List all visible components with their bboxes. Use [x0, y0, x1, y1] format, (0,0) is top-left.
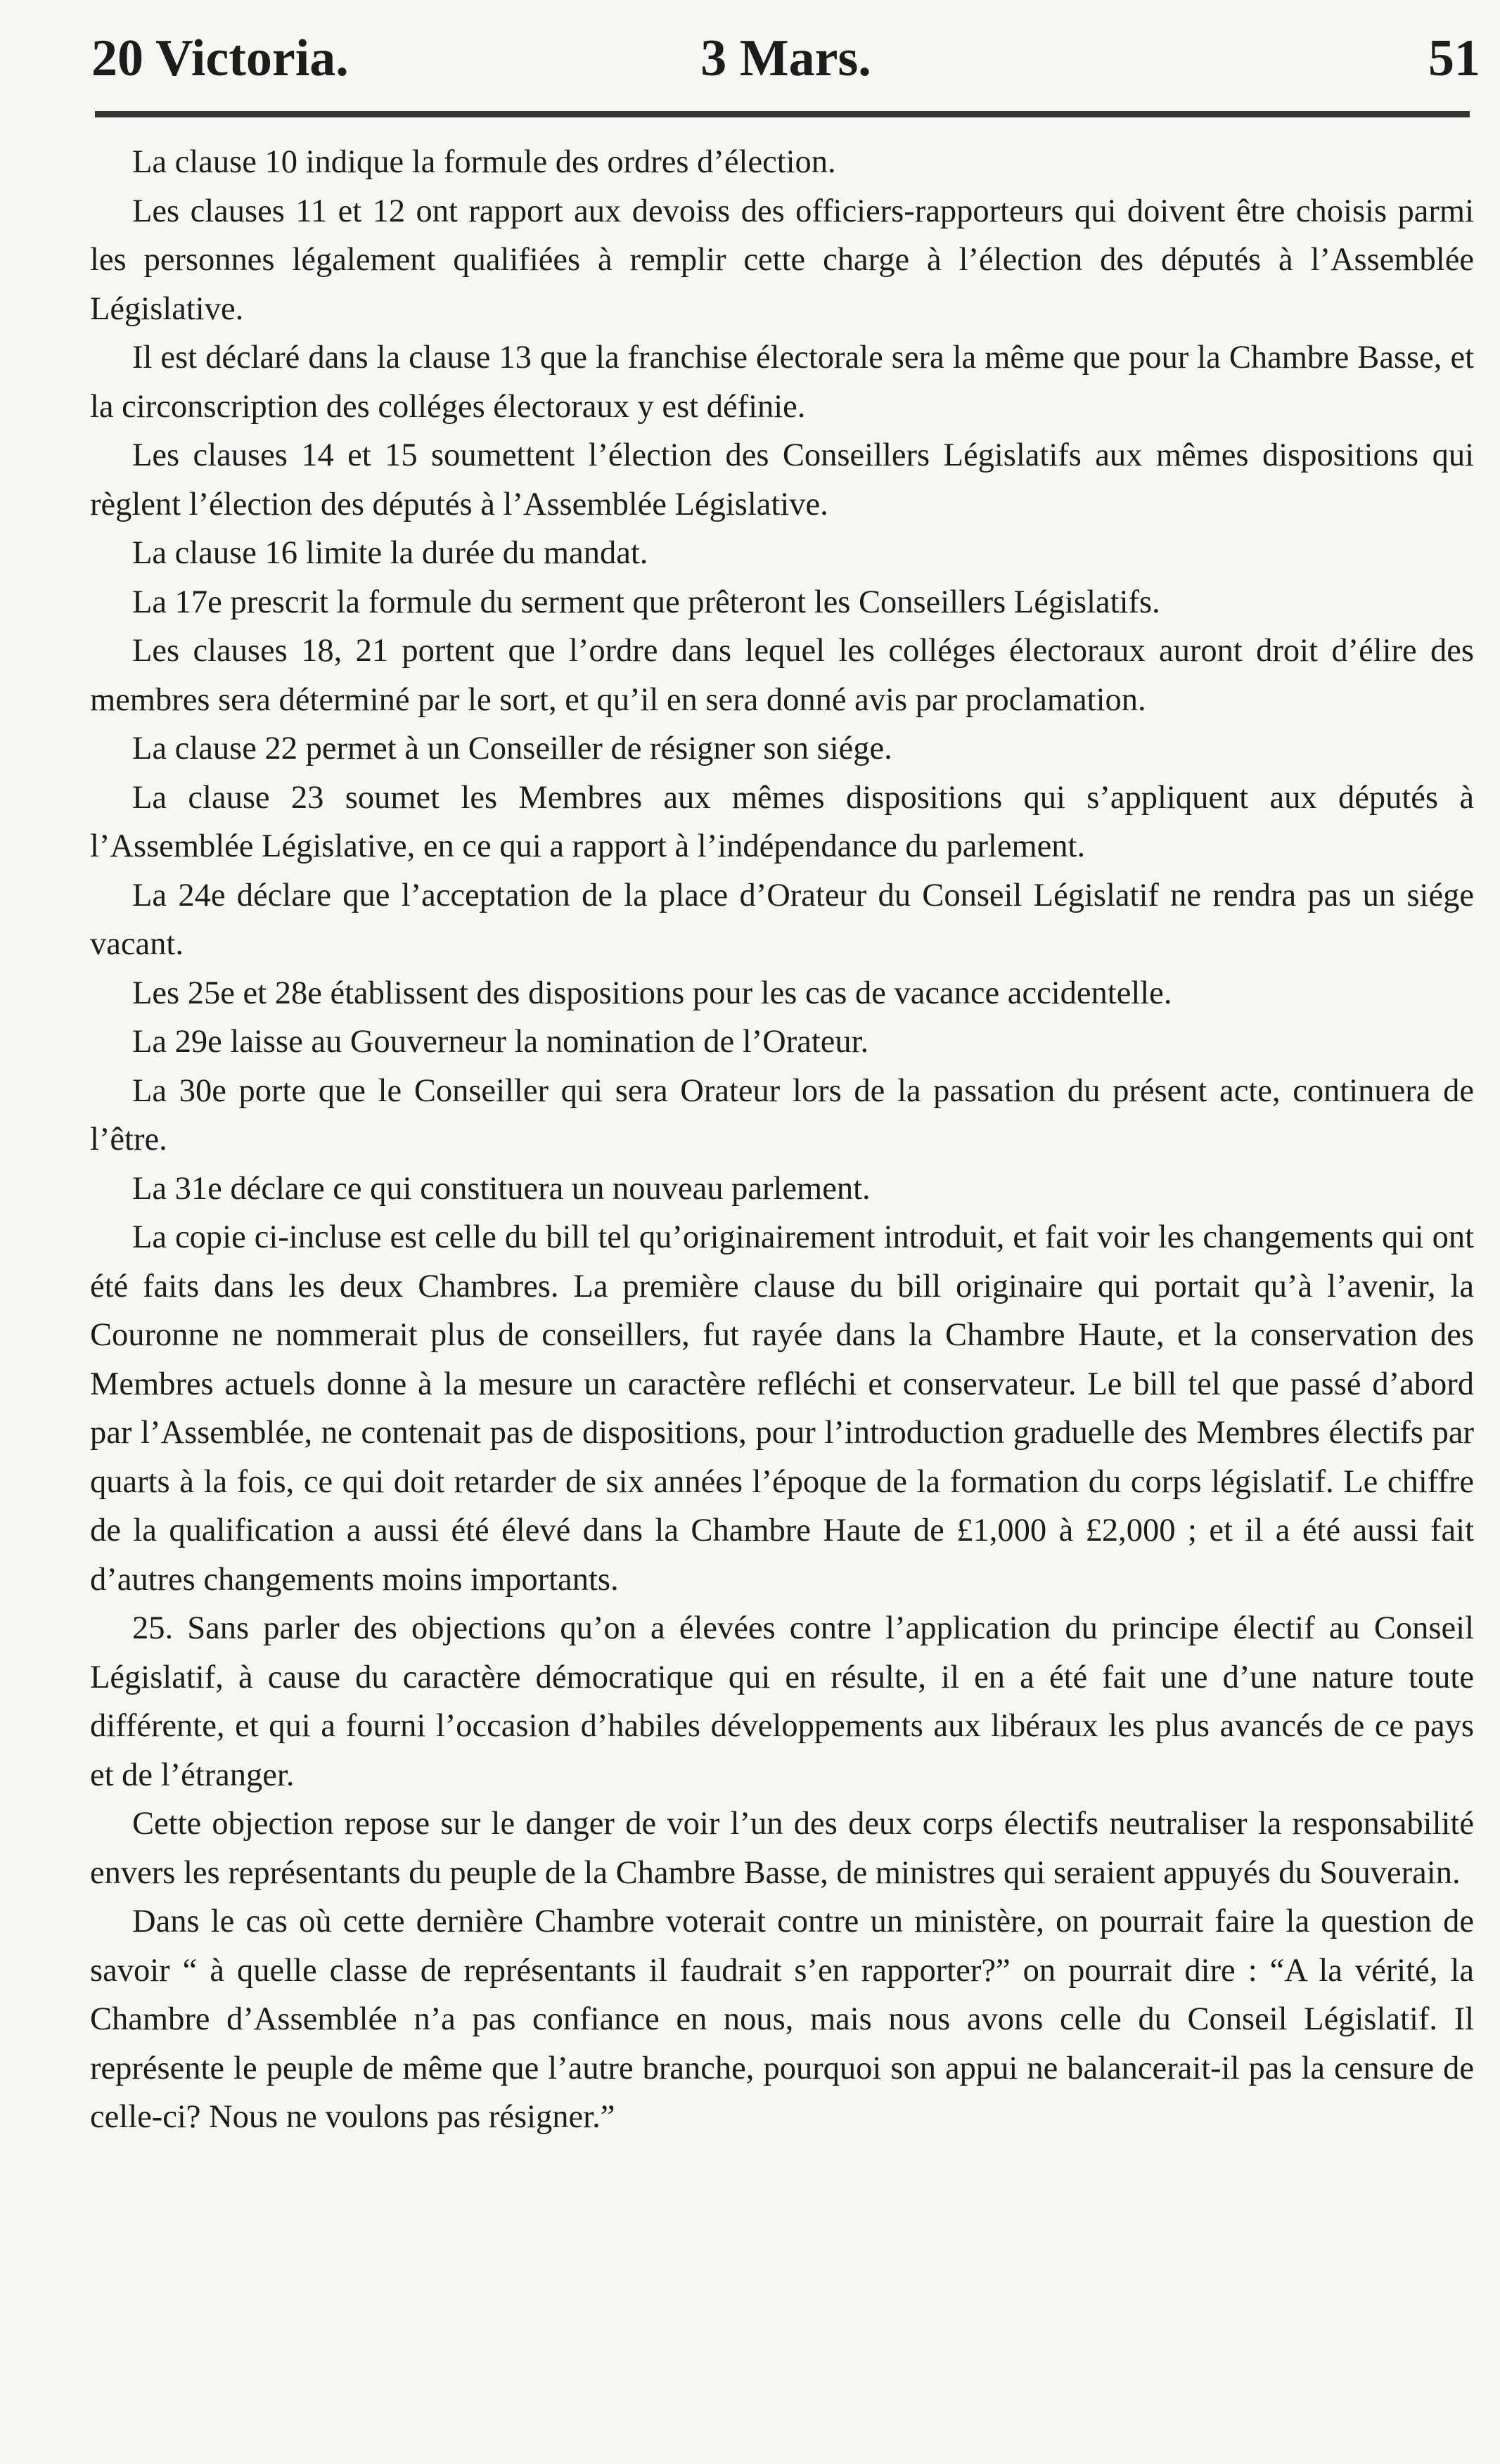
- paragraph: La clause 22 permet à un Conseiller de résigner son siége.: [132, 731, 892, 766]
- paragraph: La copie ci-incluse est celle du bill tel qu’originairement introduit, et fait voir les changements qui ont été faits dans les deux Chambres. La première clause du bill originaire qui portait qu’à l’avenir, la Couronne ne nommerait plus de conseillers, fut rayée dans la Chambre Haute, et la conservation des Membres actuels donne à la mesure un caractère refléchi et conservateur. Le bill tel que passé d’abord par l’Assemblée, ne contenait pas de dispositions, pour l’introduction graduelle des Membres électifs par quarts à la fois, ce qui doit retarder de six années l’époque de la formation du corps législatif. Le chiffre de la qualification a aussi été élevé dans la Chambre Haute de £1,000 à £2,000 ; et il a été aussi fait d’autres changements moins importants.: [90, 1219, 1474, 1598]
- header-rule: [95, 111, 1470, 117]
- paragraph: La clause 23 soumet les Membres aux mêmes dispositions qui s’appliquent aux députés à l’Assemblée Législative, en ce qui a rapport à l’indépendance du parlement.: [90, 779, 1474, 864]
- paragraph: La 31e déclare ce qui constituera un nouveau parlement.: [132, 1170, 871, 1207]
- body-text: [90, 138, 1474, 2142]
- paragraph: La 29e laisse au Gouverneur la nomination de l’Orateur.: [132, 1024, 869, 1060]
- page-header: [91, 20, 1480, 97]
- header-session: 20 Victoria.: [91, 30, 349, 87]
- paragraph: Dans le cas où cette dernière Chambre voterait contre un ministère, on pourrait faire la question de savoir “ à quelle classe de représentants il faudrait s’en rapporter?” on pourrait dire : “A la vérité, la Chambre d’Assemblée n’a pas confiance en nous, mais nous avons celle du Conseil Législatif. Il représente le peuple de même que l’autre branche, pourquoi son appui ne balancerait-il pas la censure de celle-ci? Nous ne voulons pas résigner.”: [90, 1904, 1474, 2135]
- paragraph: Les clauses 18, 21 portent que l’ordre dans lequel les colléges électoraux auront droit d’élire des membres sera déterminé par le sort, et qu’il en sera donné avis par proclamation.: [90, 633, 1474, 718]
- paragraph: Il est déclaré dans la clause 13 que la franchise électorale sera la même que pour la Chambre Basse, et la circonscription des colléges électoraux y est définie.: [90, 340, 1474, 425]
- paragraph: Les clauses 14 et 15 soumettent l’élection des Conseillers Législatifs aux mêmes dispositions qui règlent l’élection des députés à l’Assemblée Législative.: [90, 437, 1474, 522]
- paragraph: La clause 10 indique la formule des ordres d’élection.: [132, 144, 836, 180]
- paragraph: La clause 16 limite la durée du mandat.: [132, 535, 648, 571]
- page-number: 51: [1428, 30, 1480, 87]
- paragraph: 25. Sans parler des objections qu’on a élevées contre l’application du principe électif au Conseil Législatif, à cause du caractère démocratique qui en résulte, il en a été fait une d’une nature toute différente, et qui a fourni l’occasion d’habiles développements aux libéraux les plus avancés de ce pays et de l’étranger.: [90, 1610, 1474, 1793]
- paragraph: Les clauses 11 et 12 ont rapport aux devoiss des officiers-rapporteurs qui doivent être choisis parmi les personnes légalement qualifiées à remplir cette charge à l’élection des députés à l’Assemblée Législative.: [90, 193, 1474, 327]
- paragraph: La 17e prescrit la formule du serment que prêteront les Conseillers Législatifs.: [132, 584, 1160, 620]
- paragraph: Cette objection repose sur le danger de voir l’un des deux corps électifs neutraliser la responsabilité envers les représentants du peuple de la Chambre Basse, de ministres qui seraient appuyés du Souverain.: [90, 1806, 1474, 1891]
- paragraph: Les 25e et 28e établissent des dispositions pour les cas de vacance accidentelle.: [132, 975, 1172, 1011]
- paragraph: La 24e déclare que l’acceptation de la place d’Orateur du Conseil Législatif ne rendra pas un siége vacant.: [90, 877, 1474, 962]
- paragraph: La 30e porte que le Conseiller qui sera Orateur lors de la passation du présent acte, continuera de l’être.: [90, 1072, 1474, 1157]
- header-date: 3 Mars.: [700, 30, 871, 87]
